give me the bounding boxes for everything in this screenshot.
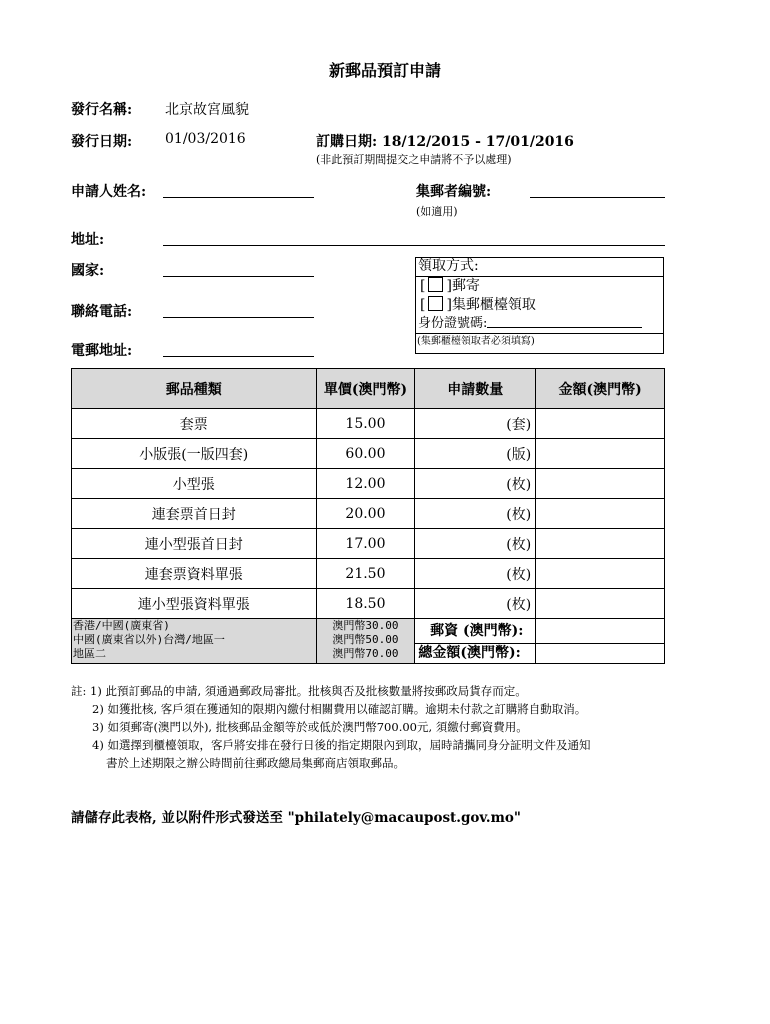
amount-cell[interactable] [536,499,665,529]
pickup-option-counter[interactable]: [ ]集郵櫃檯領取 [420,297,536,313]
item-name: 連套票首日封 [72,499,317,529]
pickup-option-mail[interactable]: [ ]郵寄 [420,278,480,294]
note-4: 4) 如選擇到櫃檯領取，客戶將安排在發行日後的指定期限內到取，屆時請攜同身分証明文件及通知 [92,738,591,752]
table-row [72,469,665,499]
amount-cell[interactable] [536,469,665,499]
postage-dest-2: 中國(廣東省以外)台灣/地區一 [73,633,225,646]
header-amount: 金額(澳門幣) [536,369,665,409]
header-item-type: 郵品種類 [72,369,317,409]
issue-name-label: 發行名稱: [71,102,133,118]
notes-section [71,682,691,772]
header-quantity: 申請數量 [415,369,536,409]
postage-amount-cell[interactable] [536,619,665,644]
mail-option-label: 郵寄 [451,278,480,294]
collector-number-note: (如適用) [416,205,458,218]
amount-cell[interactable] [536,559,665,589]
send-instruction: 請儲存此表格, 並以附件形式發送至 "philately@macaupost.gov.mo" [71,810,521,826]
country-label: 國家: [71,263,105,279]
postage-label-cell [415,619,536,644]
phone-field[interactable] [163,317,314,318]
postage-dest-1: 香港/中國(廣東省) [73,619,170,632]
collector-number-field[interactable] [530,197,665,198]
postage-price-1: 澳門幣30.00 [332,619,399,632]
item-price: 60.00 [316,439,415,469]
postage-destinations [72,619,317,664]
order-period-note: (非此預訂期間提交之申請將不予以處理) [316,153,512,166]
quantity-cell[interactable]: (枚) [415,529,536,559]
item-name: 連小型張資料單張 [72,589,317,619]
quantity-cell[interactable]: (枚) [415,559,536,589]
table-row [72,409,665,439]
counter-checkbox[interactable] [428,296,443,311]
postage-dest-3: 地區二 [73,647,106,660]
item-name: 連套票資料單張 [72,559,317,589]
pickup-note: (集郵櫃檯領取者必須填寫) [416,333,663,350]
quantity-cell[interactable]: (枚) [415,499,536,529]
quantity-cell[interactable]: (套) [415,409,536,439]
issue-date-label: 發行日期: [71,134,133,150]
issue-date-value: 01/03/2016 [165,131,246,147]
item-price: 15.00 [316,409,415,439]
id-number-row [416,315,663,333]
address-label: 地址: [71,232,105,248]
order-table [71,368,665,664]
quantity-cell[interactable]: (版) [415,439,536,469]
note-3: 3) 如須郵寄(澳門以外), 批核郵品金額等於或低於澳門幣700.00元, 須繳付郵資費用。 [92,720,528,734]
id-number-label: 身份證號碼: [418,316,488,331]
item-name: 小型張 [72,469,317,499]
note-2: 2) 如獲批核, 客戶須在獲通知的限期內繳付相關費用以確認訂購。逾期未付款之訂購將自動取消。 [92,702,587,716]
address-field[interactable] [163,245,665,246]
amount-cell[interactable] [536,529,665,559]
order-period: 訂購日期: 18/12/2015 - 17/01/2016 [316,134,574,150]
table-row [72,529,665,559]
email-field[interactable] [163,356,314,357]
total-label: 總金額(澳門幣): [418,645,521,661]
quantity-cell[interactable]: (枚) [415,469,536,499]
pickup-method-box [415,257,664,354]
amount-cell[interactable] [536,439,665,469]
table-row [72,499,665,529]
quantity-cell[interactable]: (枚) [415,589,536,619]
item-price: 18.50 [316,589,415,619]
item-name: 連小型張首日封 [72,529,317,559]
table-row [72,589,665,619]
table-row [72,439,665,469]
counter-option-label: 集郵櫃檯領取 [451,297,536,313]
amount-cell[interactable] [536,589,665,619]
applicant-name-field[interactable] [163,197,314,198]
pickup-method-header: 領取方式: [416,258,663,277]
amount-cell[interactable] [536,409,665,439]
phone-label: 聯絡電話: [71,304,133,320]
postage-price-2: 澳門幣50.00 [332,633,399,646]
item-name: 小版張(一版四套) [72,439,317,469]
item-name: 套票 [72,409,317,439]
total-amount-cell[interactable] [536,644,665,664]
form-title: 新郵品預訂申請 [328,61,441,80]
postage-row [72,619,665,644]
item-price: 20.00 [316,499,415,529]
postage-label: 郵資 (澳門幣): [430,623,524,639]
mail-checkbox[interactable] [428,277,443,292]
item-price: 17.00 [316,529,415,559]
collector-number-label: 集郵者編號: [416,184,492,200]
item-price: 21.50 [316,559,415,589]
applicant-name-label: 申請人姓名: [71,184,147,200]
table-header-row [72,369,665,409]
postage-prices [316,619,415,664]
id-number-field[interactable] [487,315,642,328]
item-price: 12.00 [316,469,415,499]
note-4-cont: 書於上述期限之辦公時間前往郵政總局集郵商店領取郵品。 [106,756,405,770]
note-1: 註: 1) 此預訂郵品的申請, 須通過郵政局審批。批核與否及批核數量將按郵政局貨存而定。 [71,684,527,698]
issue-name-value: 北京故宮風貌 [165,102,249,118]
email-label: 電郵地址: [71,343,133,359]
table-row [72,559,665,589]
header-unit-price: 單價(澳門幣) [316,369,415,409]
postage-price-3: 澳門幣70.00 [332,647,399,660]
country-field[interactable] [163,276,314,277]
total-label-cell [415,644,536,664]
